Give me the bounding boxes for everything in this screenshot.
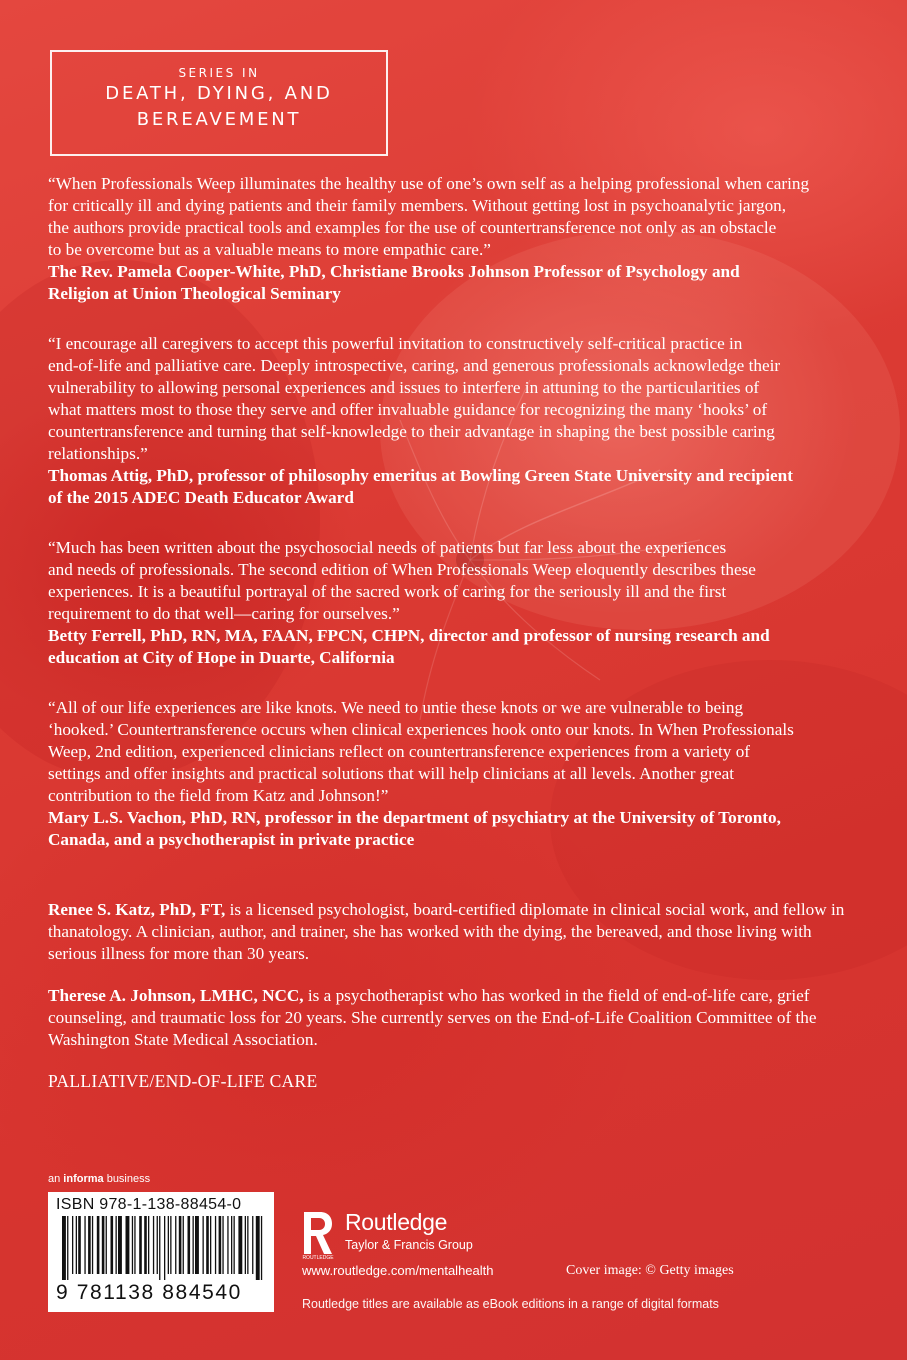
barcode-bar: [179, 1216, 182, 1274]
endorsement-attribution: The Rev. Pamela Cooper-White, PhD, Christiane Brooks Johnson Professor of Psychology and: [48, 262, 740, 281]
barcode-bar: [206, 1216, 209, 1274]
barcode-bar: [88, 1216, 91, 1274]
barcode-bar: [168, 1216, 169, 1274]
barcode-bar: [195, 1216, 199, 1274]
barcode-bar: [76, 1216, 77, 1274]
endorsement-attribution: of the 2015 ADEC Death Educator Award: [48, 488, 354, 507]
barcode-bar: [183, 1216, 184, 1274]
subject-category: PALLIATIVE/END-OF-LIFE CARE: [48, 1071, 318, 1091]
routledge-logo-icon: [298, 1206, 338, 1260]
endorsement-line: “I encourage all caregivers to accept this powerful invitation to constructively self-critical practice in: [48, 334, 743, 353]
barcode-bar: [116, 1216, 117, 1274]
barcode-bar: [222, 1216, 223, 1274]
endorsement-line: end-of-life and palliative care. Deeply introspective, caring, and generous professionals acknowledge their: [48, 356, 781, 375]
series-name-line-1: DEATH, DYING, AND: [105, 83, 333, 104]
endorsement-line: experiences. It is a beautiful portrayal of the sacred work of caring for the seriously ill and the first: [48, 582, 727, 601]
barcode-bar: [106, 1216, 107, 1274]
endorsement-line: “All of our life experiences are like knots. We need to untie these knots or we are vulnerable to being: [48, 698, 744, 717]
endorsement-3: [48, 537, 863, 669]
isbn-barcode: [48, 1192, 274, 1312]
barcode-bar: [227, 1216, 228, 1274]
endorsement-line: “Much has been written about the psychosocial needs of patients but far less about the experiences: [48, 538, 727, 557]
barcode-bar: [153, 1216, 154, 1274]
endorsement-line: vulnerability to allowing personal experiences and issues to interfere in attuning to the particularities of: [48, 378, 760, 397]
barcode-bar: [238, 1216, 242, 1274]
barcode-bar: [62, 1216, 66, 1280]
endorsement-attribution: Mary L.S. Vachon, PhD, RN, professor in the department of psychiatry at the University of Toronto,: [48, 808, 781, 827]
barcode-bar: [159, 1216, 160, 1280]
barcode-bar: [219, 1216, 222, 1274]
endorsement-line: the authors provide practical tools and examples for the use of countertransference not only as an obstacle: [48, 218, 777, 237]
endorsement-4: [48, 697, 863, 851]
informa-brand: informa: [63, 1173, 104, 1185]
endorsement-line: settings and offer insights and practical solutions that will help clinicians at all levels. Another great: [48, 764, 735, 783]
barcode-bar: [256, 1216, 260, 1280]
logo-wordmark: ROUTLEDGE: [302, 1255, 334, 1260]
informa-tagline: [48, 1173, 150, 1185]
barcode-bar: [215, 1216, 216, 1274]
barcode-bar: [164, 1216, 165, 1280]
endorsement-line: Weep, 2nd edition, experienced clinicians reflect on countertransference experiences from a variety of: [48, 742, 751, 761]
endorsement-attribution: Religion at Union Theological Seminary: [48, 284, 341, 303]
endorsement-line: “When Professionals Weep illuminates the healthy use of one’s own self as a helping professional when caring: [48, 174, 810, 193]
endorsement-line: ‘hooked.’ Countertransference occurs when clinical experiences hook onto our knots. In When Professionals: [48, 720, 794, 739]
barcode-bar: [72, 1216, 73, 1274]
barcode-bar: [210, 1216, 211, 1274]
series-label: SERIES IN: [178, 66, 260, 80]
barcode-bar: [134, 1216, 135, 1274]
endorsement-attribution: Canada, and a psychotherapist in private practice: [48, 830, 415, 849]
endorsement-attribution: Betty Ferrell, PhD, RN, MA, FAAN, FPCN, CHPN, director and professor of nursing research and: [48, 626, 770, 645]
barcode-bar: [126, 1216, 130, 1274]
barcode-bar: [144, 1216, 147, 1274]
barcode-bar: [139, 1216, 142, 1274]
author-bio-katz: [48, 899, 863, 965]
endorsement-line: for critically ill and dying patients and their family members. Without getting lost in psychoanalytic jargon,: [48, 196, 787, 215]
barcode-bar: [203, 1216, 204, 1274]
barcode-digits: 9 781138 884540: [56, 1281, 242, 1304]
barcode-bar: [261, 1216, 262, 1280]
endorsement-line: requirement to do that well—caring for ourselves.”: [48, 604, 400, 623]
barcode-bar: [111, 1216, 114, 1274]
endorsement-line: to be overcome but as a valuable means to more empathic care.”: [48, 240, 491, 259]
endorsement-line: and needs of professionals. The second edition of When Professionals Weep eloquently describes these: [48, 560, 756, 579]
barcode-bar: [102, 1216, 105, 1274]
author-name: Therese A. Johnson, LMHC, NCC,: [48, 986, 304, 1005]
barcode-bars: [56, 1216, 268, 1280]
barcode-bar: [97, 1216, 100, 1274]
barcode-bar: [193, 1216, 194, 1274]
informa-prefix: an: [48, 1173, 64, 1185]
publisher-url: www.routledge.com/mentalhealth: [302, 1263, 494, 1278]
barcode-bar: [231, 1216, 232, 1274]
barcode-bar: [234, 1216, 235, 1274]
barcode-bar: [78, 1216, 81, 1274]
publisher-group: Taylor & Francis Group: [345, 1238, 473, 1252]
endorsement-line: what matters most to those they serve and offer invaluable guidance for recognizing the many ‘hooks’ of: [48, 400, 768, 419]
author-bio-text: is a psychotherapist who has worked in the field of end-of-life care, grief counseling, and traumatic loss for 20 years. She currently serves on the End-of-Life Coalition Committee of the Washington State Medical Association.: [48, 986, 817, 1049]
publisher-name: Routledge: [345, 1209, 448, 1235]
isbn-label: ISBN 978-1-138-88454-0: [56, 1196, 242, 1213]
endorsement-attribution: education at City of Hope in Duarte, California: [48, 648, 395, 667]
barcode-bar: [188, 1216, 191, 1274]
barcode-bar: [252, 1216, 253, 1274]
barcode-bar: [148, 1216, 149, 1274]
author-name: Renee S. Katz, PhD, FT,: [48, 900, 226, 919]
endorsement-1: [48, 173, 863, 305]
barcode-bar: [175, 1216, 176, 1274]
barcode-bar: [67, 1216, 68, 1280]
series-title-box: [50, 50, 388, 156]
barcode-bar: [245, 1216, 246, 1274]
barcode-bar: [92, 1216, 93, 1274]
ebook-availability-note: Routledge titles are available as eBook editions in a range of digital formats: [302, 1297, 719, 1311]
barcode-bar: [118, 1216, 122, 1274]
author-bio-text: is a licensed psychologist, board-certified diplomate in clinical social work, and fellow in thanatology. A clinician, author, and trainer, she has worked with the dying, the bereaved, and those living with serious illness for more than 30 years.: [48, 900, 845, 963]
endorsement-line: contribution to the field from Katz and Johnson!”: [48, 786, 389, 805]
informa-suffix: business: [103, 1173, 151, 1185]
barcode-bar: [157, 1216, 158, 1274]
barcode-bar: [170, 1216, 171, 1274]
cover-image-credit: Cover image: © Getty images: [566, 1263, 734, 1278]
back-cover-text: [48, 173, 863, 1092]
barcode-bar: [84, 1216, 85, 1274]
endorsement-line: relationships.”: [48, 444, 148, 463]
barcode-bar: [132, 1216, 133, 1274]
endorsement-line: countertransference and turning that self-knowledge to their advantage in shaping the best possible caring: [48, 422, 775, 441]
series-name-line-2: BEREAVEMENT: [136, 109, 302, 130]
endorsement-attribution: Thomas Attig, PhD, professor of philosophy emeritus at Bowling Green State University and recipient: [48, 466, 793, 485]
endorsement-2: [48, 333, 863, 509]
barcode-bar: [247, 1216, 248, 1274]
author-bio-johnson: [48, 985, 863, 1051]
